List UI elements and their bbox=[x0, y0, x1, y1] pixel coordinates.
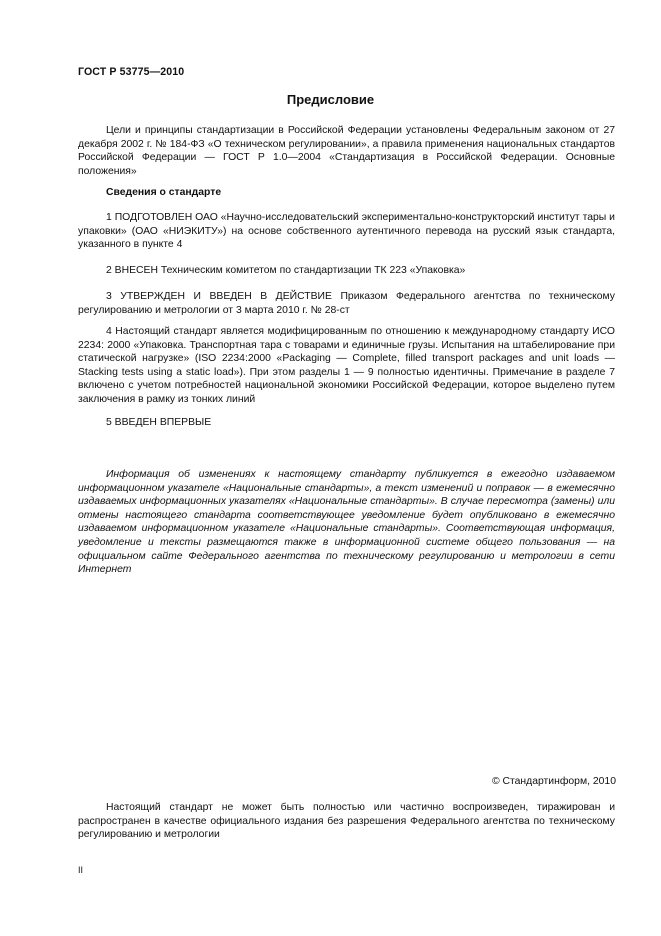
intro-text: Цели и принципы стандартизации в Российской Федерации установлены Федеральным законом от 27 декабря 2002 г. № 184-ФЗ «О техническом регулировании», а правила применения национальных стандартов Российской Федерации — ГОСТ Р 1.0—2004 «Стандартизация в Российской Федерации. Основные положения» bbox=[78, 125, 615, 177]
item-1 bbox=[78, 211, 615, 252]
item-4 bbox=[78, 325, 615, 407]
reproduction-notice-text: Настоящий стандарт не может быть полностью или частично воспроизведен, тиражирован и распространен в качестве официального издания без разрешения Федерального агентства по техническому регулированию и метрологии bbox=[78, 802, 615, 841]
item-2 bbox=[78, 264, 615, 278]
info-notice-text: Информация об изменениях к настоящему стандарту публикуется в ежегодно издаваемом информационном указателе «Национальные стандарты», а текст изменений и поправок — в ежемесячно издаваемых информационных указателях «Национальные стандарты». В случае пересмотра (замены) или отмены настоящего стандарта соответствующее уведомление будет опубликовано в ежемесячно издаваемом информационном указателе «Национальные стандарты». Соответствующая информация, уведомление и тексты размещаются также в информационной системе общего пользования — на официальном сайте Федерального агентства по техническому регулированию и метрологии в сети Интернет bbox=[78, 469, 615, 576]
reproduction-notice bbox=[78, 801, 615, 842]
item-4-text: 4 Настоящий стандарт является модифицированным по отношению к международному стандарту ИСО 2234: 2000 «Упаковка. Транспортная тара с товарами и единичные грузы. Испытания на штабелирование при статической нагрузке» (ISO 2234:2000 «Packaging — Complete, filled transport packages and unit loads — Stacking tests using a static load»). При этом разделы 1 — 9 полностью идентичны. Примечание в разделе 7 включено с учетом потребностей национальной экономики Российской Федерации, которое выделено путем заключения в рамку из тонких линий bbox=[78, 326, 615, 405]
item-5 bbox=[78, 416, 615, 430]
item-3 bbox=[78, 290, 615, 317]
page-title: Предисловие bbox=[286, 92, 375, 107]
info-notice bbox=[78, 468, 615, 577]
copyright: © Стандартинформ, 2010 bbox=[491, 776, 616, 787]
item-3-text: 3 УТВЕРЖДЕН И ВВЕДЕН В ДЕЙСТВИЕ Приказом Федерального агентства по техническому регулированию и метрологии от 3 марта 2010 г. № 28-ст bbox=[78, 291, 615, 316]
document-header: ГОСТ Р 53775—2010 bbox=[78, 66, 185, 78]
item-5-text: 5 ВВЕДЕН ВПЕРВЫЕ bbox=[106, 417, 212, 428]
item-2-text: 2 ВНЕСЕН Техническим комитетом по стандартизации ТК 223 «Упаковка» bbox=[106, 265, 466, 276]
intro-paragraph bbox=[78, 124, 615, 178]
about-heading: Сведения о стандарте bbox=[106, 187, 222, 198]
item-1-text: 1 ПОДГОТОВЛЕН ОАО «Научно-исследовательский экспериментально-конструкторский институт тары и упаковки» (ОАО «НИЭКИТУ») на основе собственного аутентичного перевода на русский язык стандарта, указанного в пункте 4 bbox=[78, 212, 615, 251]
page-number: II bbox=[78, 865, 84, 875]
